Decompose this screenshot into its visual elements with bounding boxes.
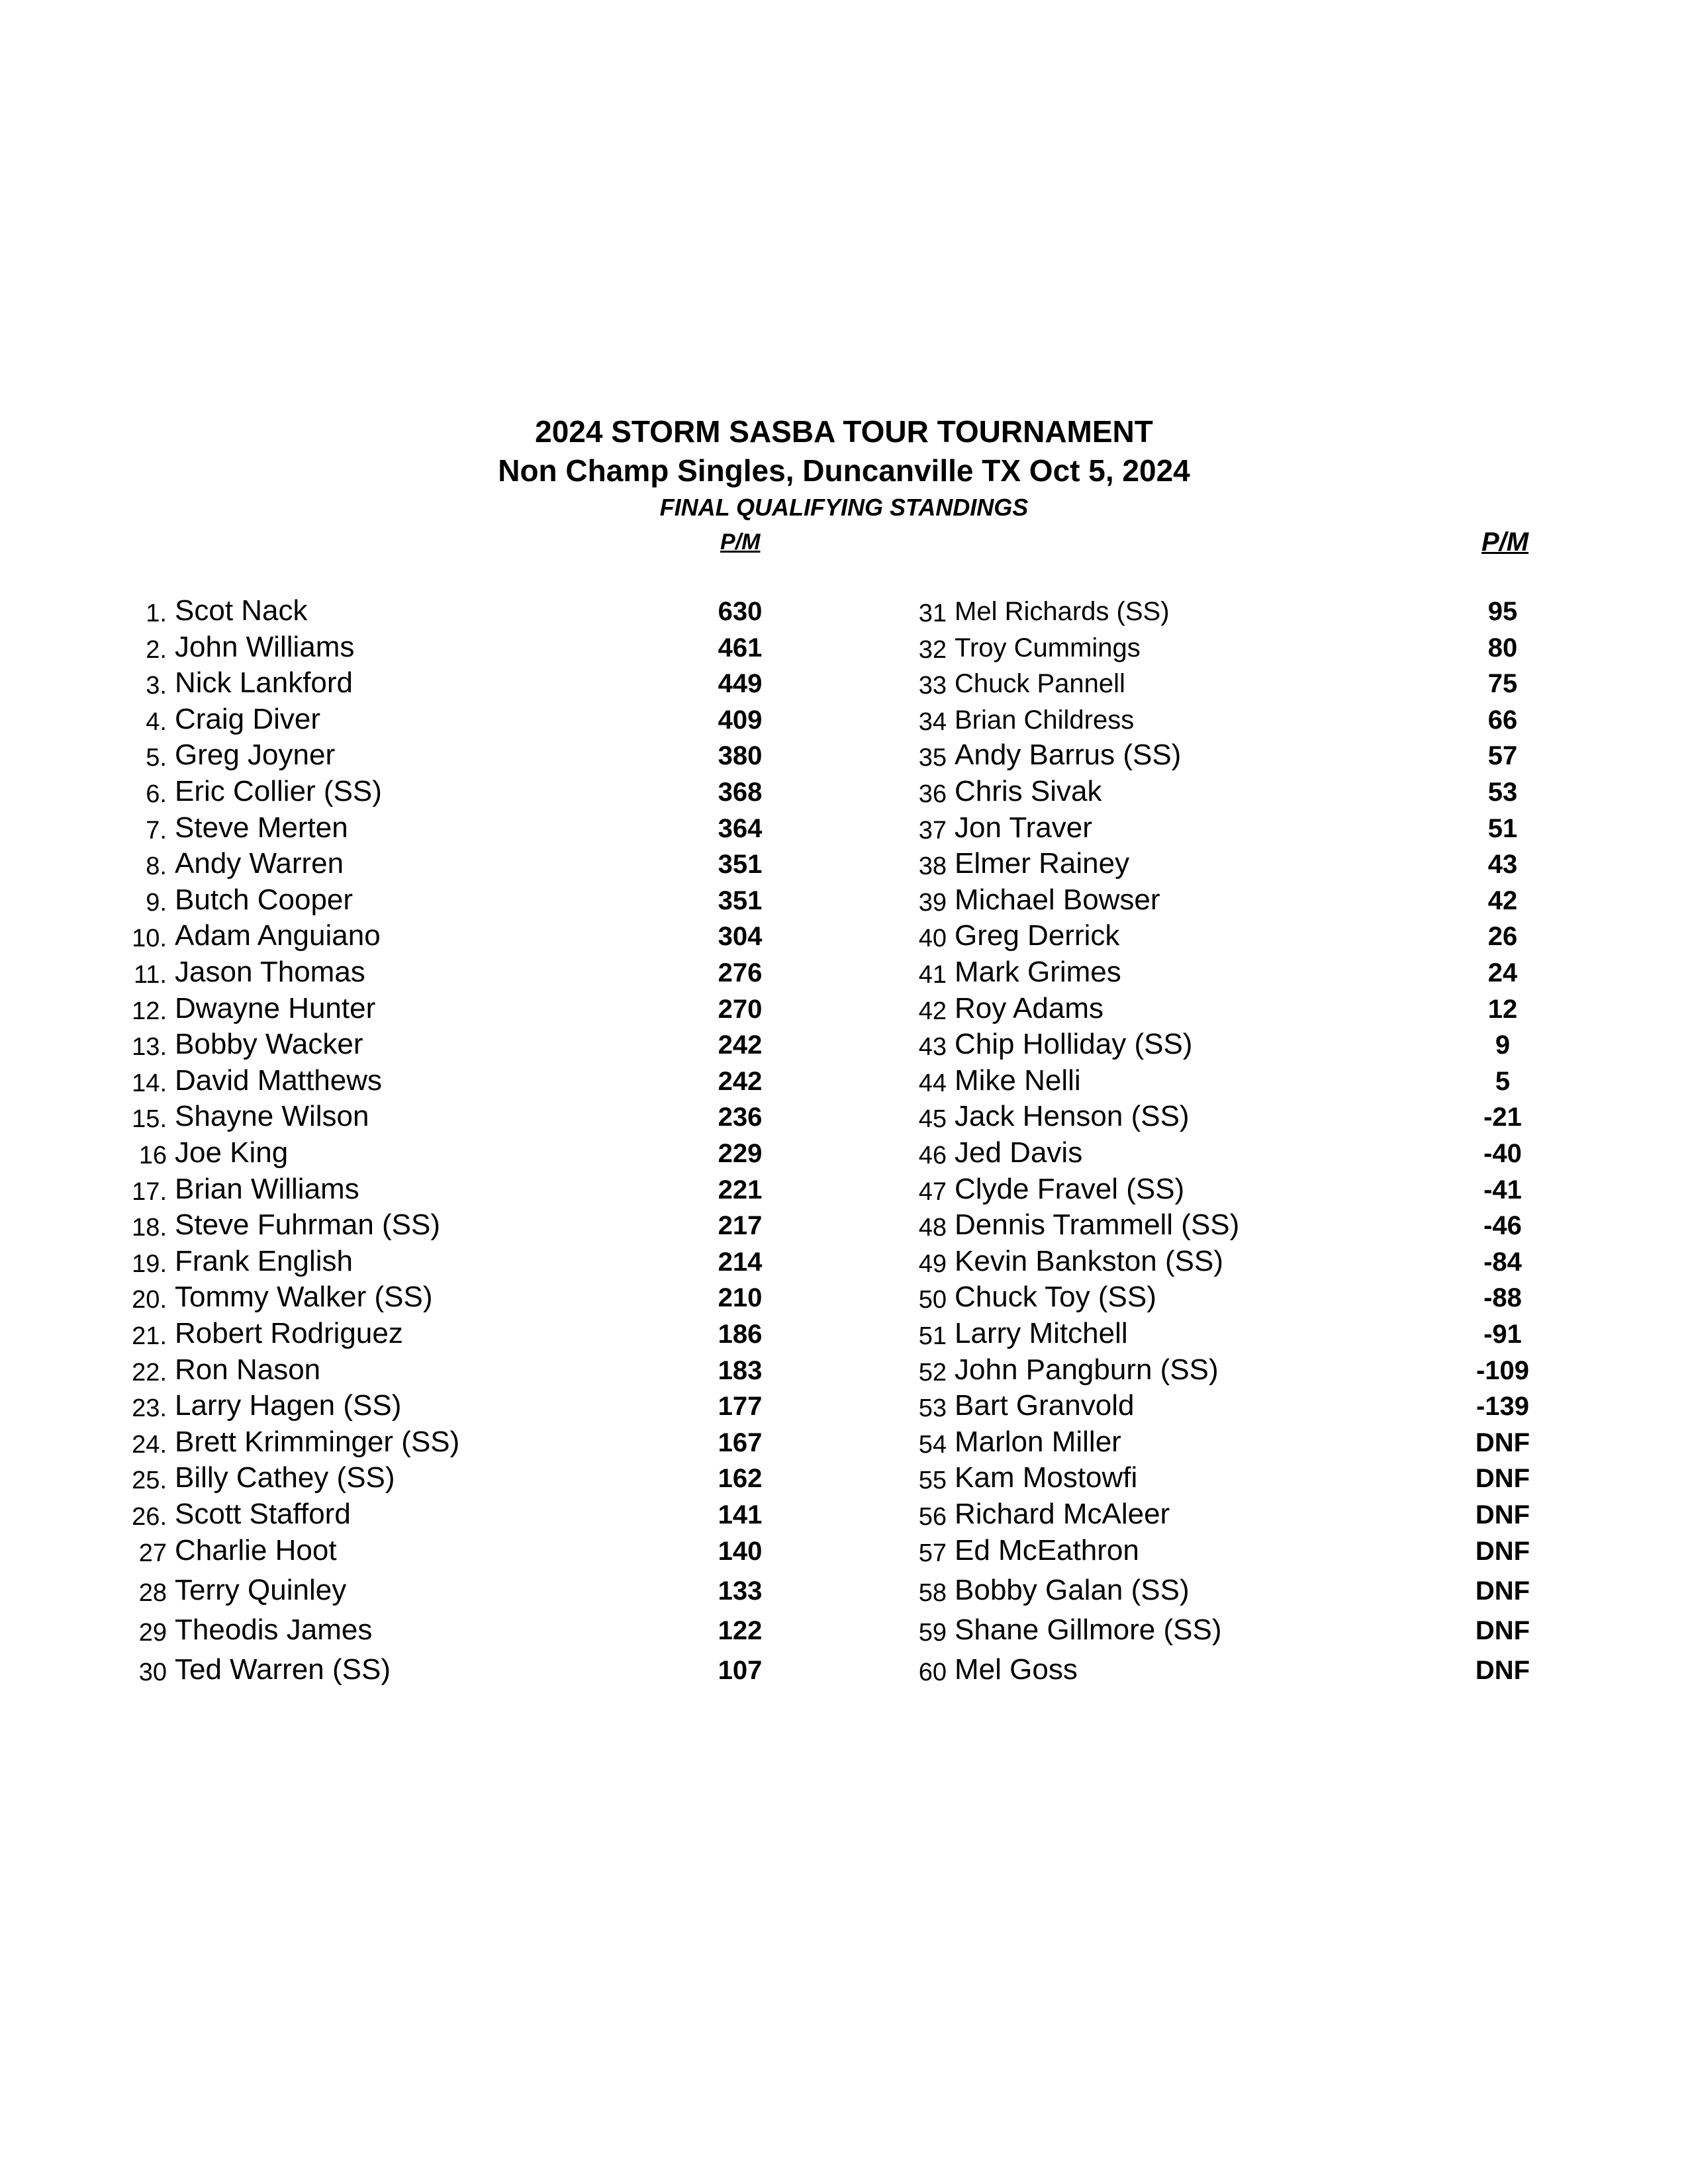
bowler-name: Andy Warren xyxy=(175,847,344,880)
pm-score: 167 xyxy=(718,1428,763,1457)
pm-score: 57 xyxy=(1487,741,1518,770)
bowler-name: Brian Williams xyxy=(175,1173,359,1205)
rank-number: 7. xyxy=(146,817,167,844)
rank-number: 44 xyxy=(918,1069,947,1097)
pm-score: 304 xyxy=(718,922,763,951)
bowler-name: Ron Nason xyxy=(175,1353,321,1386)
rank-number: 51 xyxy=(918,1322,947,1350)
bowler-name: Chip Holliday (SS) xyxy=(955,1028,1193,1060)
pm-score: 162 xyxy=(718,1464,763,1493)
bowler-name: Bobby Galan (SS) xyxy=(955,1574,1190,1606)
rank-number: 23. xyxy=(132,1394,167,1422)
pm-score: 229 xyxy=(718,1139,763,1168)
rank-number: 5. xyxy=(146,744,167,772)
standings-row xyxy=(0,666,1688,702)
pm-score: -91 xyxy=(1483,1320,1522,1349)
standings-row xyxy=(0,703,1688,739)
standings-row xyxy=(0,1574,1688,1610)
rank-number: 57 xyxy=(918,1539,947,1567)
pm-score: DNF xyxy=(1475,1616,1530,1645)
bowler-name: Eric Collier (SS) xyxy=(175,775,382,807)
pm-score: 270 xyxy=(718,995,763,1024)
section-heading: FINAL QUALIFYING STANDINGS xyxy=(659,494,1029,521)
bowler-name: Frank English xyxy=(175,1245,353,1277)
rank-number: 35 xyxy=(918,744,947,772)
bowler-name: Chuck Toy (SS) xyxy=(955,1281,1156,1313)
standings-row xyxy=(0,847,1688,883)
standings-row xyxy=(0,1136,1688,1172)
bowler-name: Chuck Pannell xyxy=(955,669,1125,698)
rank-number: 52 xyxy=(918,1359,947,1387)
bowler-name: Mark Grimes xyxy=(955,956,1121,988)
bowler-name: Charlie Hoot xyxy=(175,1534,337,1567)
pm-score: 461 xyxy=(718,633,763,662)
rank-number: 3. xyxy=(146,672,167,700)
bowler-name: Ed McEathron xyxy=(955,1534,1139,1567)
pm-score: DNF xyxy=(1475,1464,1530,1493)
bowler-name: Larry Hagen (SS) xyxy=(175,1389,402,1422)
bowler-name: Craig Diver xyxy=(175,703,321,735)
bowler-name: John Pangburn (SS) xyxy=(955,1353,1219,1386)
pm-score: 53 xyxy=(1487,778,1518,807)
standings-row xyxy=(0,1353,1688,1389)
pm-column-header-right: P/M xyxy=(1481,527,1529,557)
rank-number: 39 xyxy=(918,889,947,917)
standings-row xyxy=(0,1317,1688,1353)
bowler-name: Terry Quinley xyxy=(175,1574,347,1606)
rank-number: 36 xyxy=(918,780,947,808)
pm-score: 449 xyxy=(718,669,763,698)
rank-number: 42 xyxy=(918,997,947,1025)
bowler-name: Larry Mitchell xyxy=(955,1317,1128,1349)
bowler-name: Adam Anguiano xyxy=(175,919,381,952)
rank-number: 54 xyxy=(918,1431,947,1459)
pm-score: DNF xyxy=(1475,1428,1530,1457)
standings-row xyxy=(0,919,1688,955)
standings-row xyxy=(0,1064,1688,1100)
standings-row xyxy=(0,956,1688,991)
standings-row xyxy=(0,811,1688,847)
rank-number: 25. xyxy=(132,1467,167,1494)
document-title: 2024 STORM SASBA TOUR TOURNAMENT xyxy=(535,414,1153,449)
rank-number: 21. xyxy=(132,1322,167,1350)
rank-number: 58 xyxy=(918,1579,947,1607)
standings-row xyxy=(0,1028,1688,1064)
bowler-name: Robert Rodriguez xyxy=(175,1317,403,1349)
bowler-name: Brian Childress xyxy=(955,705,1135,735)
rank-number: 40 xyxy=(918,925,947,952)
rank-number: 46 xyxy=(918,1142,947,1169)
rank-number: 37 xyxy=(918,817,947,844)
standings-row xyxy=(0,631,1688,666)
bowler-name: Tommy Walker (SS) xyxy=(175,1281,433,1313)
bowler-name: David Matthews xyxy=(175,1064,383,1097)
rank-number: 6. xyxy=(146,780,167,808)
pm-score: 221 xyxy=(718,1175,763,1205)
bowler-name: Scott Stafford xyxy=(175,1498,351,1530)
pm-score: DNF xyxy=(1475,1500,1530,1529)
pm-score: 141 xyxy=(718,1500,763,1529)
pm-column-header-left: P/M xyxy=(720,529,761,555)
pm-score: 380 xyxy=(718,741,763,770)
pm-score: 9 xyxy=(1495,1030,1511,1060)
standings-row xyxy=(0,884,1688,919)
pm-score: 351 xyxy=(718,850,763,879)
rank-number: 31 xyxy=(918,600,947,627)
pm-score: DNF xyxy=(1475,1576,1530,1606)
pm-score: 140 xyxy=(718,1537,763,1566)
pm-score: 210 xyxy=(718,1283,763,1312)
standings-row xyxy=(0,1389,1688,1425)
rank-number: 32 xyxy=(918,636,947,664)
standings-row xyxy=(0,739,1688,774)
standings-row xyxy=(0,992,1688,1028)
bowler-name: Kam Mostowfi xyxy=(955,1461,1138,1494)
rank-number: 49 xyxy=(918,1250,947,1278)
pm-score: 242 xyxy=(718,1030,763,1060)
bowler-name: Steve Fuhrman (SS) xyxy=(175,1208,441,1241)
pm-score: -109 xyxy=(1476,1356,1530,1385)
bowler-name: Kevin Bankston (SS) xyxy=(955,1245,1223,1277)
bowler-name: Troy Cummings xyxy=(955,633,1141,662)
rank-number: 26. xyxy=(132,1503,167,1531)
rank-number: 11. xyxy=(133,961,167,989)
pm-score: 43 xyxy=(1487,850,1518,879)
rank-number: 19. xyxy=(132,1250,167,1278)
bowler-name: Joe King xyxy=(175,1136,289,1169)
bowler-name: Clyde Fravel (SS) xyxy=(955,1173,1185,1205)
pm-score: -41 xyxy=(1483,1175,1522,1205)
rank-number: 55 xyxy=(918,1467,947,1494)
rank-number: 10. xyxy=(132,925,167,952)
pm-score: 75 xyxy=(1487,669,1518,698)
bowler-name: Nick Lankford xyxy=(175,666,353,699)
pm-score: -84 xyxy=(1483,1248,1522,1277)
standings-row xyxy=(0,1614,1688,1649)
bowler-name: Bart Granvold xyxy=(955,1389,1135,1422)
standings-row xyxy=(0,1245,1688,1281)
standings-row xyxy=(0,594,1688,630)
standings-row xyxy=(0,1281,1688,1316)
pm-score: -46 xyxy=(1483,1211,1522,1240)
pm-score: 217 xyxy=(718,1211,763,1240)
pm-score: 409 xyxy=(718,705,763,735)
bowler-name: Bobby Wacker xyxy=(175,1028,363,1060)
standings-row xyxy=(0,1461,1688,1497)
bowler-name: Richard McAleer xyxy=(955,1498,1170,1530)
pm-score: 5 xyxy=(1495,1067,1511,1096)
bowler-name: Chris Sivak xyxy=(955,775,1102,807)
bowler-name: Theodis James xyxy=(175,1614,373,1646)
pm-score: 26 xyxy=(1487,922,1518,951)
bowler-name: Mike Nelli xyxy=(955,1064,1081,1097)
rank-number: 24. xyxy=(132,1431,167,1459)
rank-number: 13. xyxy=(132,1033,167,1061)
rank-number: 43 xyxy=(918,1033,947,1061)
bowler-name: Billy Cathey (SS) xyxy=(175,1461,395,1494)
pm-score: 368 xyxy=(718,778,763,807)
bowler-name: Marlon Miller xyxy=(955,1426,1121,1458)
bowler-name: Michael Bowser xyxy=(955,884,1160,916)
rank-number: 59 xyxy=(918,1619,947,1647)
pm-score: 107 xyxy=(718,1656,763,1685)
pm-score: 95 xyxy=(1487,597,1518,626)
bowler-name: Scot Nack xyxy=(175,594,308,627)
rank-number: 16 xyxy=(138,1142,167,1169)
rank-number: 41 xyxy=(918,961,947,989)
standings-row xyxy=(0,1653,1688,1689)
pm-score: 276 xyxy=(718,958,763,987)
rank-number: 12. xyxy=(132,997,167,1025)
bowler-name: Jon Traver xyxy=(955,811,1092,844)
rank-number: 1. xyxy=(146,600,167,627)
bowler-name: Dennis Trammell (SS) xyxy=(955,1208,1240,1241)
rank-number: 60 xyxy=(918,1659,947,1686)
rank-number: 33 xyxy=(918,672,947,700)
pm-score: 80 xyxy=(1487,633,1518,662)
standings-row xyxy=(0,1534,1688,1570)
pm-score: 236 xyxy=(718,1103,763,1132)
pm-score: 24 xyxy=(1487,958,1518,987)
standings-row xyxy=(0,1100,1688,1136)
rank-number: 50 xyxy=(918,1286,947,1314)
bowler-name: Shayne Wilson xyxy=(175,1100,369,1132)
pm-score: 351 xyxy=(718,886,763,915)
bowler-name: Mel Goss xyxy=(955,1653,1078,1686)
rank-number: 47 xyxy=(918,1178,947,1206)
bowler-name: Dwayne Hunter xyxy=(175,992,376,1024)
pm-score: -88 xyxy=(1483,1283,1522,1312)
pm-score: 51 xyxy=(1487,814,1518,843)
pm-score: 364 xyxy=(718,814,763,843)
bowler-name: Andy Barrus (SS) xyxy=(955,739,1182,771)
bowler-name: Mel Richards (SS) xyxy=(955,597,1170,626)
rank-number: 18. xyxy=(132,1214,167,1242)
bowler-name: Steve Merten xyxy=(175,811,348,844)
pm-score: 183 xyxy=(718,1356,763,1385)
rank-number: 56 xyxy=(918,1503,947,1531)
document-subtitle: Non Champ Singles, Duncanville TX Oct 5, 2024 xyxy=(498,453,1190,488)
bowler-name: Shane Gillmore (SS) xyxy=(955,1614,1222,1646)
pm-score: 214 xyxy=(718,1248,763,1277)
pm-score: 242 xyxy=(718,1067,763,1096)
standings-row xyxy=(0,775,1688,811)
rank-number: 29 xyxy=(138,1619,167,1647)
pm-score: -139 xyxy=(1476,1392,1530,1421)
standings-row xyxy=(0,1173,1688,1208)
pm-score: 177 xyxy=(718,1392,763,1421)
rank-number: 53 xyxy=(918,1394,947,1422)
rank-number: 9. xyxy=(146,889,167,917)
bowler-name: Greg Derrick xyxy=(955,919,1120,952)
rank-number: 17. xyxy=(132,1178,167,1206)
standings-row xyxy=(0,1498,1688,1533)
rank-number: 38 xyxy=(918,852,947,880)
rank-number: 34 xyxy=(918,708,947,736)
bowler-name: Ted Warren (SS) xyxy=(175,1653,391,1686)
rank-number: 48 xyxy=(918,1214,947,1242)
rank-number: 45 xyxy=(918,1105,947,1133)
rank-number: 4. xyxy=(146,708,167,736)
pm-score: -21 xyxy=(1483,1103,1522,1132)
rank-number: 27 xyxy=(138,1539,167,1567)
rank-number: 14. xyxy=(132,1069,167,1097)
rank-number: 22. xyxy=(132,1359,167,1387)
pm-score: -40 xyxy=(1483,1139,1522,1168)
pm-score: 186 xyxy=(718,1320,763,1349)
bowler-name: Jed Davis xyxy=(955,1136,1083,1169)
bowler-name: Butch Cooper xyxy=(175,884,353,916)
standings-row xyxy=(0,1426,1688,1461)
pm-score: 630 xyxy=(718,597,763,626)
pm-score: 122 xyxy=(718,1616,763,1645)
rank-number: 2. xyxy=(146,636,167,664)
rank-number: 20. xyxy=(132,1286,167,1314)
bowler-name: Elmer Rainey xyxy=(955,847,1130,880)
rank-number: 30 xyxy=(138,1659,167,1686)
bowler-name: Roy Adams xyxy=(955,992,1103,1024)
rank-number: 28 xyxy=(138,1579,167,1607)
bowler-name: Brett Krimminger (SS) xyxy=(175,1426,460,1458)
bowler-name: Jason Thomas xyxy=(175,956,365,988)
pm-score: DNF xyxy=(1475,1537,1530,1566)
bowler-name: John Williams xyxy=(175,631,355,663)
bowler-name: Jack Henson (SS) xyxy=(955,1100,1190,1132)
bowler-name: Greg Joyner xyxy=(175,739,336,771)
pm-score: 12 xyxy=(1487,995,1518,1024)
standings-row xyxy=(0,1208,1688,1244)
pm-score: DNF xyxy=(1475,1656,1530,1685)
rank-number: 8. xyxy=(146,852,167,880)
pm-score: 66 xyxy=(1487,705,1518,735)
rank-number: 15. xyxy=(132,1105,167,1133)
pm-score: 42 xyxy=(1487,886,1518,915)
pm-score: 133 xyxy=(718,1576,763,1606)
